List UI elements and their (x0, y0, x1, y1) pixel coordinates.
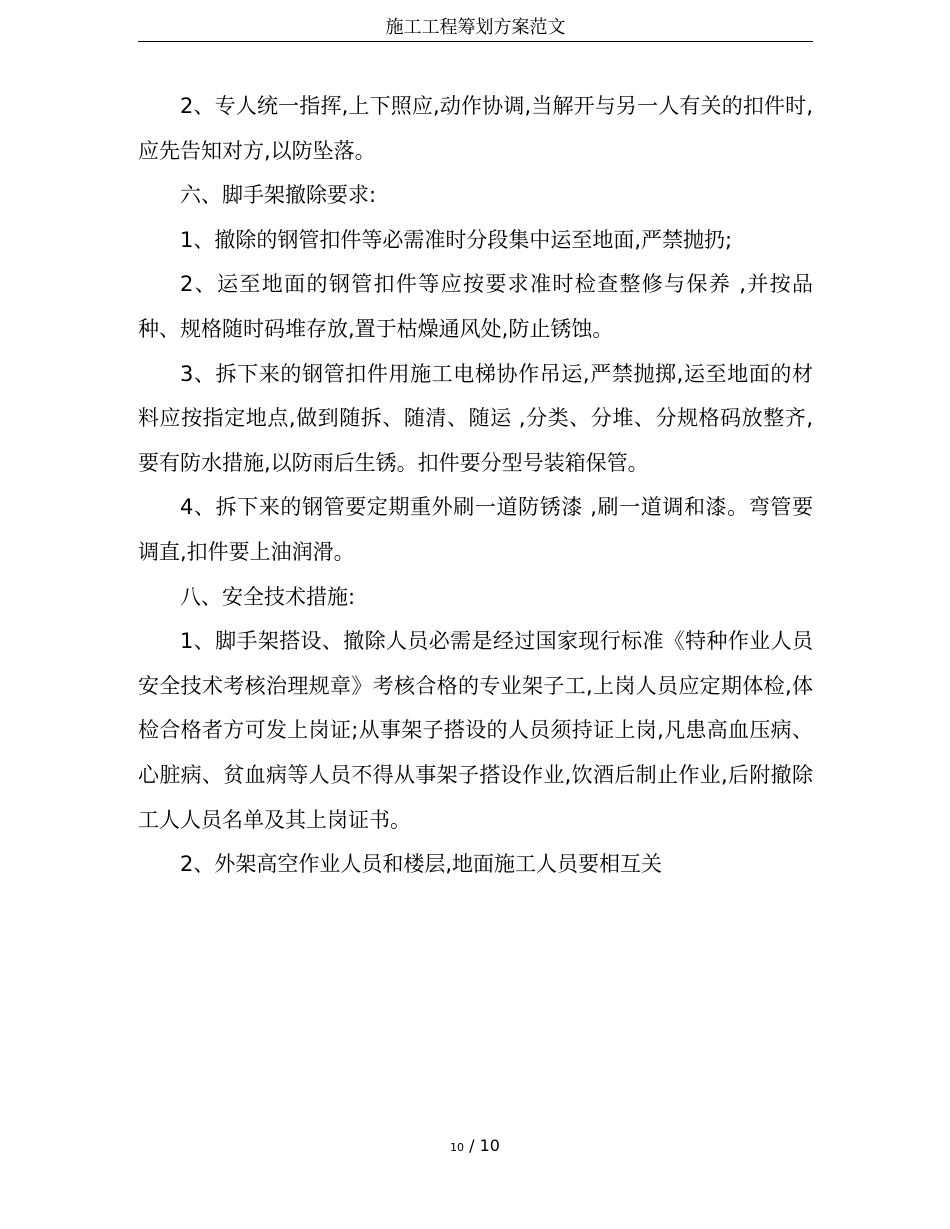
paragraph-item-2: 1、撤除的钢管扣件等必需准时分段集中运至地面,严禁抛扔; (180, 227, 733, 252)
section-heading-dismantle-requirements: 六、脚手架撤除要求: (180, 183, 377, 208)
paragraph-item-5: 4、拆下来的钢管要定期重外刷一道防锈漆 ,刷一道调和漆。弯管要调直,扣件要上油润滑。 (138, 495, 813, 564)
total-pages-number: 10 (479, 1136, 500, 1155)
page-header (138, 14, 813, 42)
paragraph-item-3: 2、运至地面的钢管扣件等应按要求准时检查整修与保养 ,并按品种、规格随时码堆存放,置于枯燥通风处,防止锈蚀。 (138, 272, 813, 341)
current-page-number: 10 (450, 1141, 465, 1154)
section-heading-safety-measures: 八、安全技术措施: (180, 584, 356, 609)
paragraph-item-1: 2、专人统一指挥,上下照应,动作协调,当解开与另一人有关的扣件时,应先告知对方,以防坠落。 (138, 94, 813, 163)
page-number (0, 1134, 950, 1160)
document-body (138, 84, 813, 887)
paragraph-item-4: 3、拆下来的钢管扣件用施工电梯协作吊运,严禁抛掷,运至地面的材料应按指定地点,做到随拆、随清、随运 ,分类、分堆、分规格码放整齐,要有防水措施,以防雨后生锈。扣件要分型号装箱保管。 (138, 361, 813, 475)
paragraph-item-6: 1、脚手架搭设、撤除人员必需是经过国家现行标准《特种作业人员安全技术考核治理规章》考核合格的专业架子工,上岗人员应定期体检,体检合格者方可发上岗证;从事架子搭设的人员须持证上岗,凡患高血压病、心脏病、贫血病等人员不得从事架子搭设作业,饮酒后制止作业,后附撤除工人人员名单及其上岗证书。 (138, 629, 813, 832)
document-title: 施工工程筹划方案范文 (385, 17, 566, 38)
paragraph-item-7: 2、外架高空作业人员和楼层,地面施工人员要相互关 (180, 852, 663, 877)
page-separator: / (464, 1136, 480, 1155)
